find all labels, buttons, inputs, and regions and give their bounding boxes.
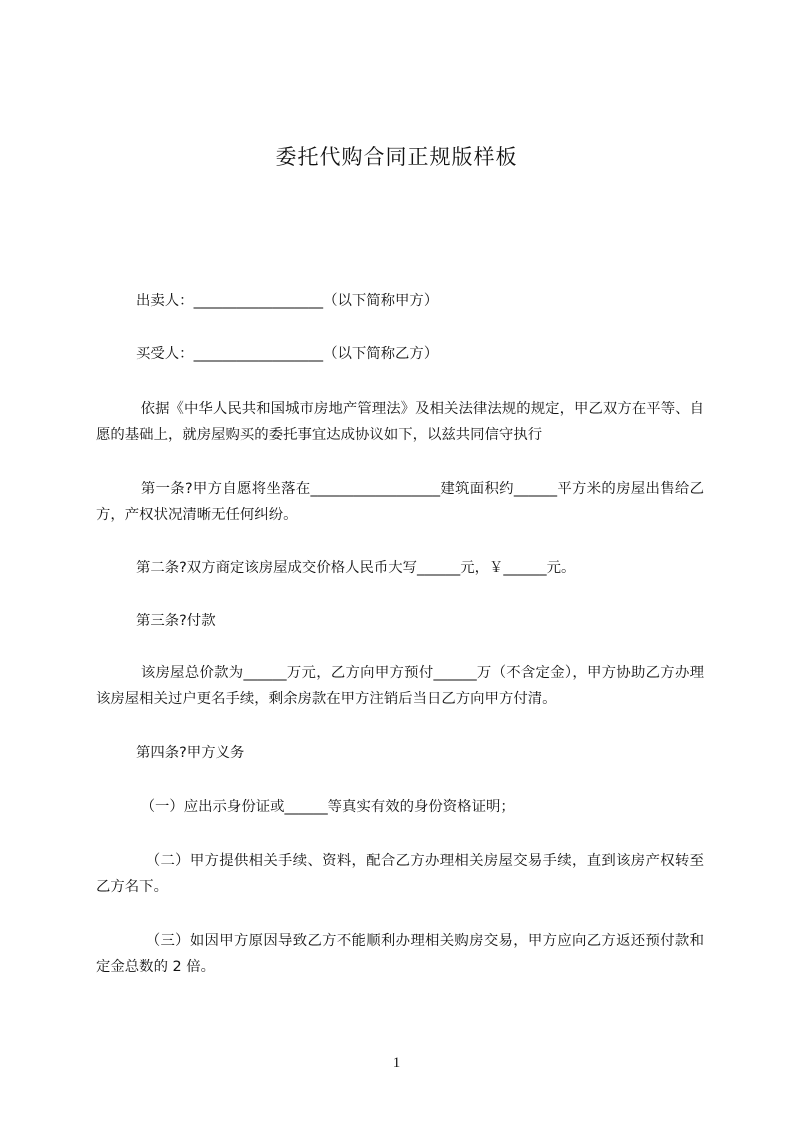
- article-4-item-3: （三）如因甲方原因导致乙方不能顺利办理相关购房交易，甲方应向乙方返还预付款和定金总数的 2 倍。: [96, 933, 704, 975]
- buyer-line: 买受人：__________________（以下简称乙方）: [136, 346, 439, 362]
- article-3-paragraph: 该房屋总价款为______万元，乙方向甲方预付______万（不含定金），甲方协助乙方办理该房屋相关过户更名手续，剩余房款在甲方注销后当日乙方向甲方付清。: [96, 665, 704, 707]
- preamble-paragraph: 依据《中华人民共和国城市房地产管理法》及相关法律法规的规定，甲乙双方在平等、自愿的基础上，就房屋购买的委托事宜达成协议如下，以兹共同信守执行: [96, 401, 704, 443]
- seller-line: 出卖人：__________________（以下简称甲方）: [136, 293, 439, 309]
- article-2-paragraph: 第二条?双方商定该房屋成交价格人民币大写______元，￥______元。: [136, 560, 576, 576]
- article-4-item-1: （一）应出示身份证或______等真实有效的身份资格证明；: [136, 799, 515, 815]
- article-4-heading: 第四条?甲方义务: [136, 745, 245, 761]
- article-4-item-2: （二）甲方提供相关手续、资料，配合乙方办理相关房屋交易手续，直到该房产权转至乙方名下。: [96, 853, 704, 895]
- document-title: 委托代购合同正规版样板: [275, 145, 518, 169]
- article-1-paragraph: 第一条?甲方自愿将坐落在__________________建筑面积约______平方米的房屋出售给乙方，产权状况清晰无任何纠纷。: [96, 481, 705, 523]
- article-3-heading: 第三条?付款: [136, 613, 216, 629]
- page-number: 1: [392, 1055, 401, 1071]
